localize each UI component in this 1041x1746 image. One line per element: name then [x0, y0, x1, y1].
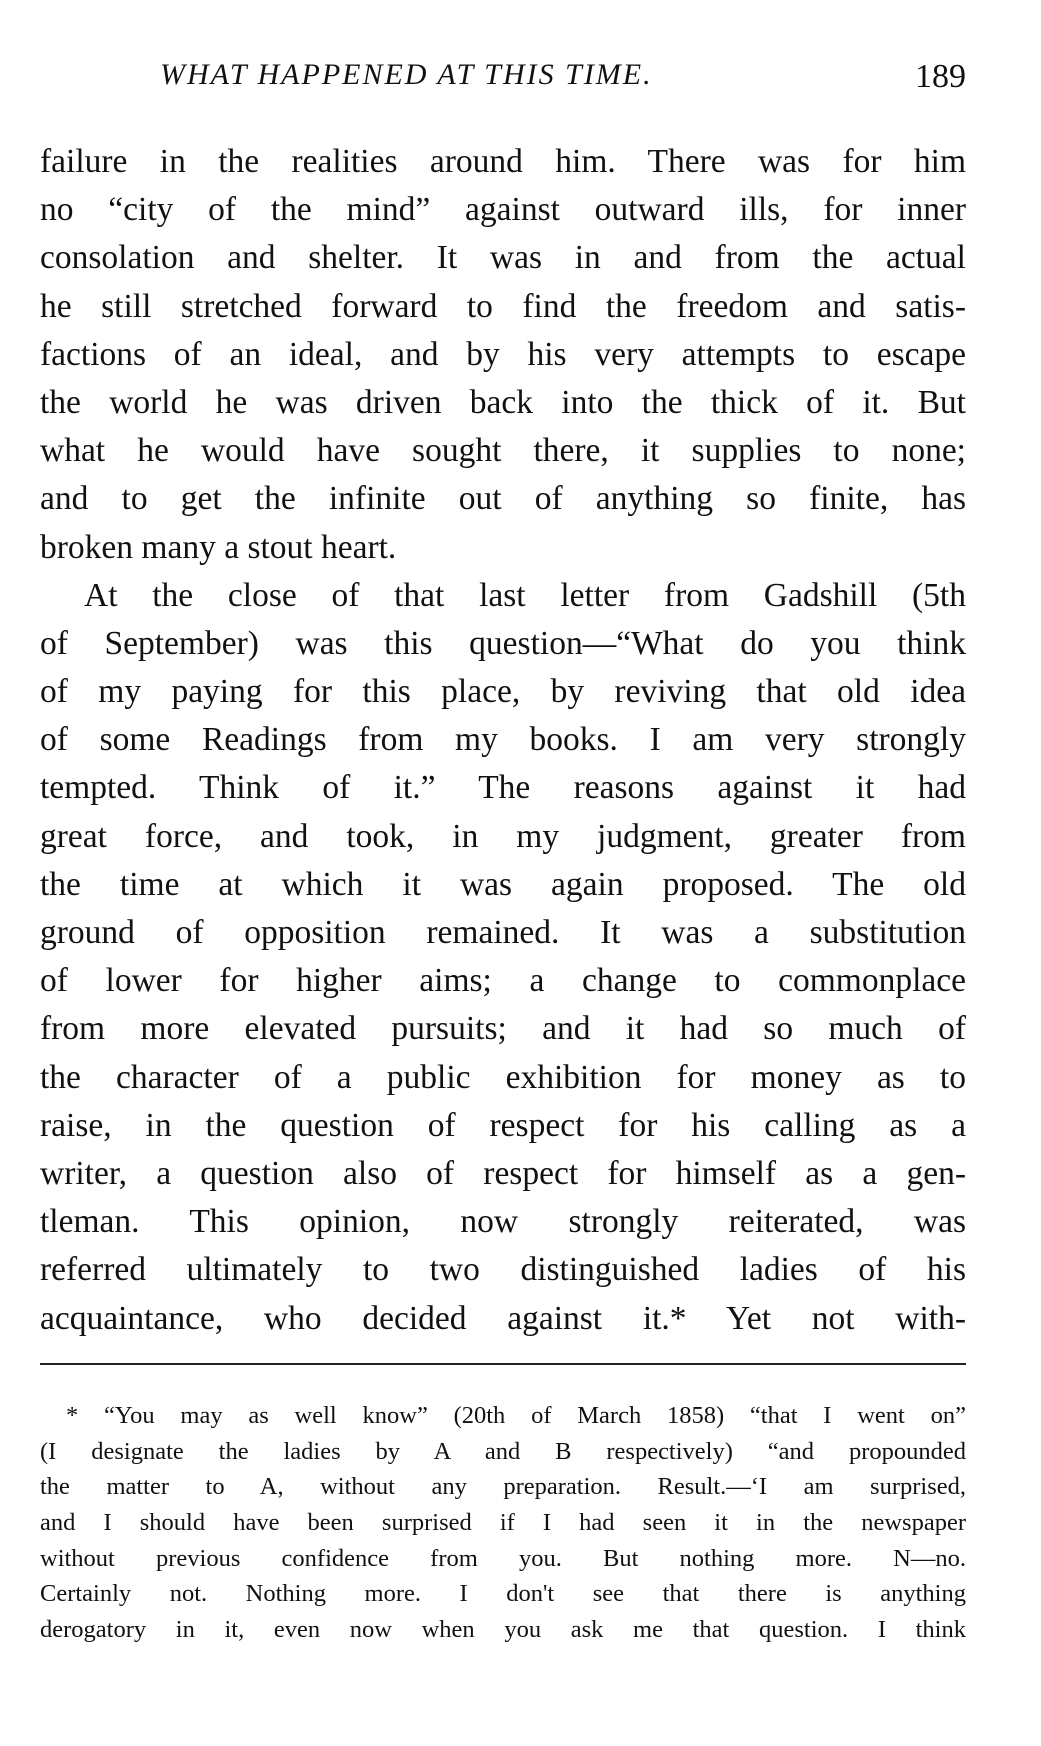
body-line: tempted. Think of it.” The reasons against it had	[40, 769, 966, 807]
body-line: of September) was this question—“What do you think	[40, 624, 966, 662]
footnote-line: * “You may as well know” (20th of March 1858) “that I went on”	[66, 1402, 966, 1429]
body-line: consolation and shelter. It was in and from the actual	[40, 239, 966, 277]
footnote-line: (I designate the ladies by A and B respectively) “and propounded	[40, 1437, 966, 1465]
body-line: no “city of the mind” against outward ills, for inner	[40, 191, 966, 229]
body-line: of lower for higher aims; a change to commonplace	[40, 962, 966, 1000]
body-line: the time at which it was again proposed. The old	[40, 865, 966, 903]
body-line: great force, and took, in my judgment, greater from	[40, 817, 966, 855]
footnote	[40, 1398, 966, 1648]
body-line: writer, a question also of respect for himself as a gen-	[40, 1154, 966, 1192]
body-line: failure in the realities around him. There was for him	[40, 143, 966, 180]
footnote-line: and I should have been surprised if I had seen it in the newspaper	[40, 1509, 966, 1537]
footnote-line: Certainly not. Nothing more. I don't see that there is anything	[40, 1580, 966, 1608]
body-line: he still stretched forward to find the freedom and satis-	[40, 287, 966, 325]
body-line: what he would have sought there, it supplies to none;	[40, 432, 966, 470]
footnote-rule	[40, 1363, 966, 1365]
body-line: tleman. This opinion, now strongly reiterated, was	[40, 1203, 966, 1241]
running-head	[40, 58, 966, 98]
page-number: 189	[915, 58, 966, 95]
footnote-line: without previous confidence from you. But nothing more. N—no.	[40, 1544, 966, 1572]
body-line: the world he was driven back into the thick of it. But	[40, 383, 966, 421]
running-title: WHAT HAPPENED AT THIS TIME.	[160, 58, 653, 91]
body-line: ground of opposition remained. It was a substitution	[40, 914, 966, 951]
paragraph-start-line: At the close of that last letter from Gadshill (5th	[84, 576, 966, 614]
body-line: referred ultimately to two distinguished ladies of his	[40, 1251, 966, 1289]
body-line: the character of a public exhibition for money as to	[40, 1058, 966, 1096]
paragraph-end-line: broken many a stout heart.	[40, 528, 397, 566]
body-line: factions of an ideal, and by his very attempts to escape	[40, 335, 966, 373]
body-line: acquaintance, who decided against it.* Yet not with-	[40, 1299, 966, 1337]
body-text	[40, 138, 966, 1343]
body-line: of my paying for this place, by reviving that old idea	[40, 673, 966, 711]
body-line: raise, in the question of respect for his calling as a	[40, 1106, 966, 1144]
footnote-line: derogatory in it, even now when you ask me that question. I think	[40, 1616, 966, 1644]
body-line: and to get the infinite out of anything so finite, has	[40, 480, 966, 518]
body-line: from more elevated pursuits; and it had so much of	[40, 1010, 966, 1048]
footnote-line: the matter to A, without any preparation. Result.—‘I am surprised,	[40, 1473, 966, 1501]
body-line: of some Readings from my books. I am very strongly	[40, 721, 966, 759]
